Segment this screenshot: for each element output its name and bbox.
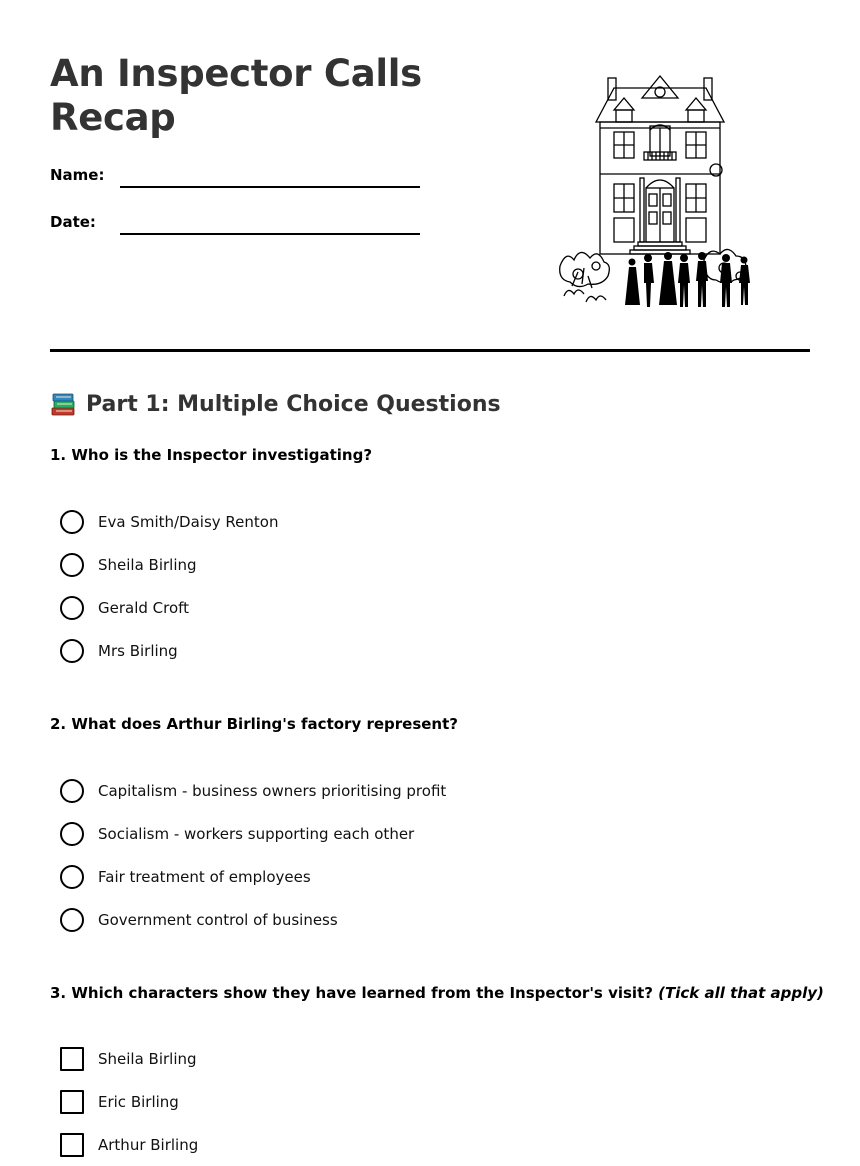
section-divider — [50, 349, 810, 352]
part1-heading-text: Part 1: Multiple Choice Questions — [86, 391, 501, 417]
option-label: Capitalism - business owners prioritising profit — [98, 781, 447, 800]
date-line[interactable] — [120, 233, 420, 235]
house-with-silhouette-figures-icon — [556, 70, 760, 316]
q3-option[interactable] — [60, 1037, 198, 1080]
q2-option[interactable] — [60, 855, 446, 898]
q2-option[interactable] — [60, 812, 446, 855]
checkbox[interactable] — [60, 1133, 84, 1157]
radio-button[interactable] — [60, 553, 84, 577]
name-label: Name: — [50, 166, 105, 184]
part1-heading — [50, 388, 501, 420]
q1-option[interactable] — [60, 586, 278, 629]
q2-option[interactable] — [60, 769, 446, 812]
radio-button[interactable] — [60, 779, 84, 803]
question-2-options — [60, 769, 446, 941]
question-3-text: 3. Which characters show they have learned from the Inspector's visit? — [50, 984, 653, 1002]
question-1-options — [60, 500, 278, 672]
question-2: 2. What does Arthur Birling's factory represent? — [50, 715, 458, 733]
question-3-options — [60, 1037, 198, 1166]
q1-option[interactable] — [60, 543, 278, 586]
option-label: Eva Smith/Daisy Renton — [98, 512, 279, 531]
q3-option[interactable] — [60, 1123, 198, 1166]
date-label: Date: — [50, 213, 96, 231]
radio-button[interactable] — [60, 865, 84, 889]
q1-option[interactable] — [60, 500, 278, 543]
option-label: Gerald Croft — [98, 598, 190, 617]
radio-button[interactable] — [60, 596, 84, 620]
date-field[interactable] — [50, 209, 420, 237]
radio-button[interactable] — [60, 822, 84, 846]
radio-button[interactable] — [60, 908, 84, 932]
checkbox[interactable] — [60, 1090, 84, 1114]
q2-option[interactable] — [60, 898, 446, 941]
q3-option[interactable] — [60, 1080, 198, 1123]
name-line[interactable] — [120, 186, 420, 188]
question-3-note: (Tick all that apply) — [658, 984, 824, 1002]
option-label: Eric Birling — [98, 1092, 179, 1111]
option-label: Arthur Birling — [98, 1135, 199, 1154]
name-field[interactable] — [50, 162, 420, 190]
radio-button[interactable] — [60, 510, 84, 534]
option-label: Sheila Birling — [98, 555, 197, 574]
option-label: Government control of business — [98, 910, 338, 929]
option-label: Fair treatment of employees — [98, 867, 311, 886]
question-3 — [50, 984, 824, 1002]
worksheet-title: An Inspector Calls Recap — [50, 52, 422, 139]
checkbox[interactable] — [60, 1047, 84, 1071]
books-icon — [50, 390, 76, 418]
radio-button[interactable] — [60, 639, 84, 663]
option-label: Socialism - workers supporting each other — [98, 824, 415, 843]
q1-option[interactable] — [60, 629, 278, 672]
question-1: 1. Who is the Inspector investigating? — [50, 446, 373, 464]
option-label: Mrs Birling — [98, 641, 178, 660]
option-label: Sheila Birling — [98, 1049, 197, 1068]
